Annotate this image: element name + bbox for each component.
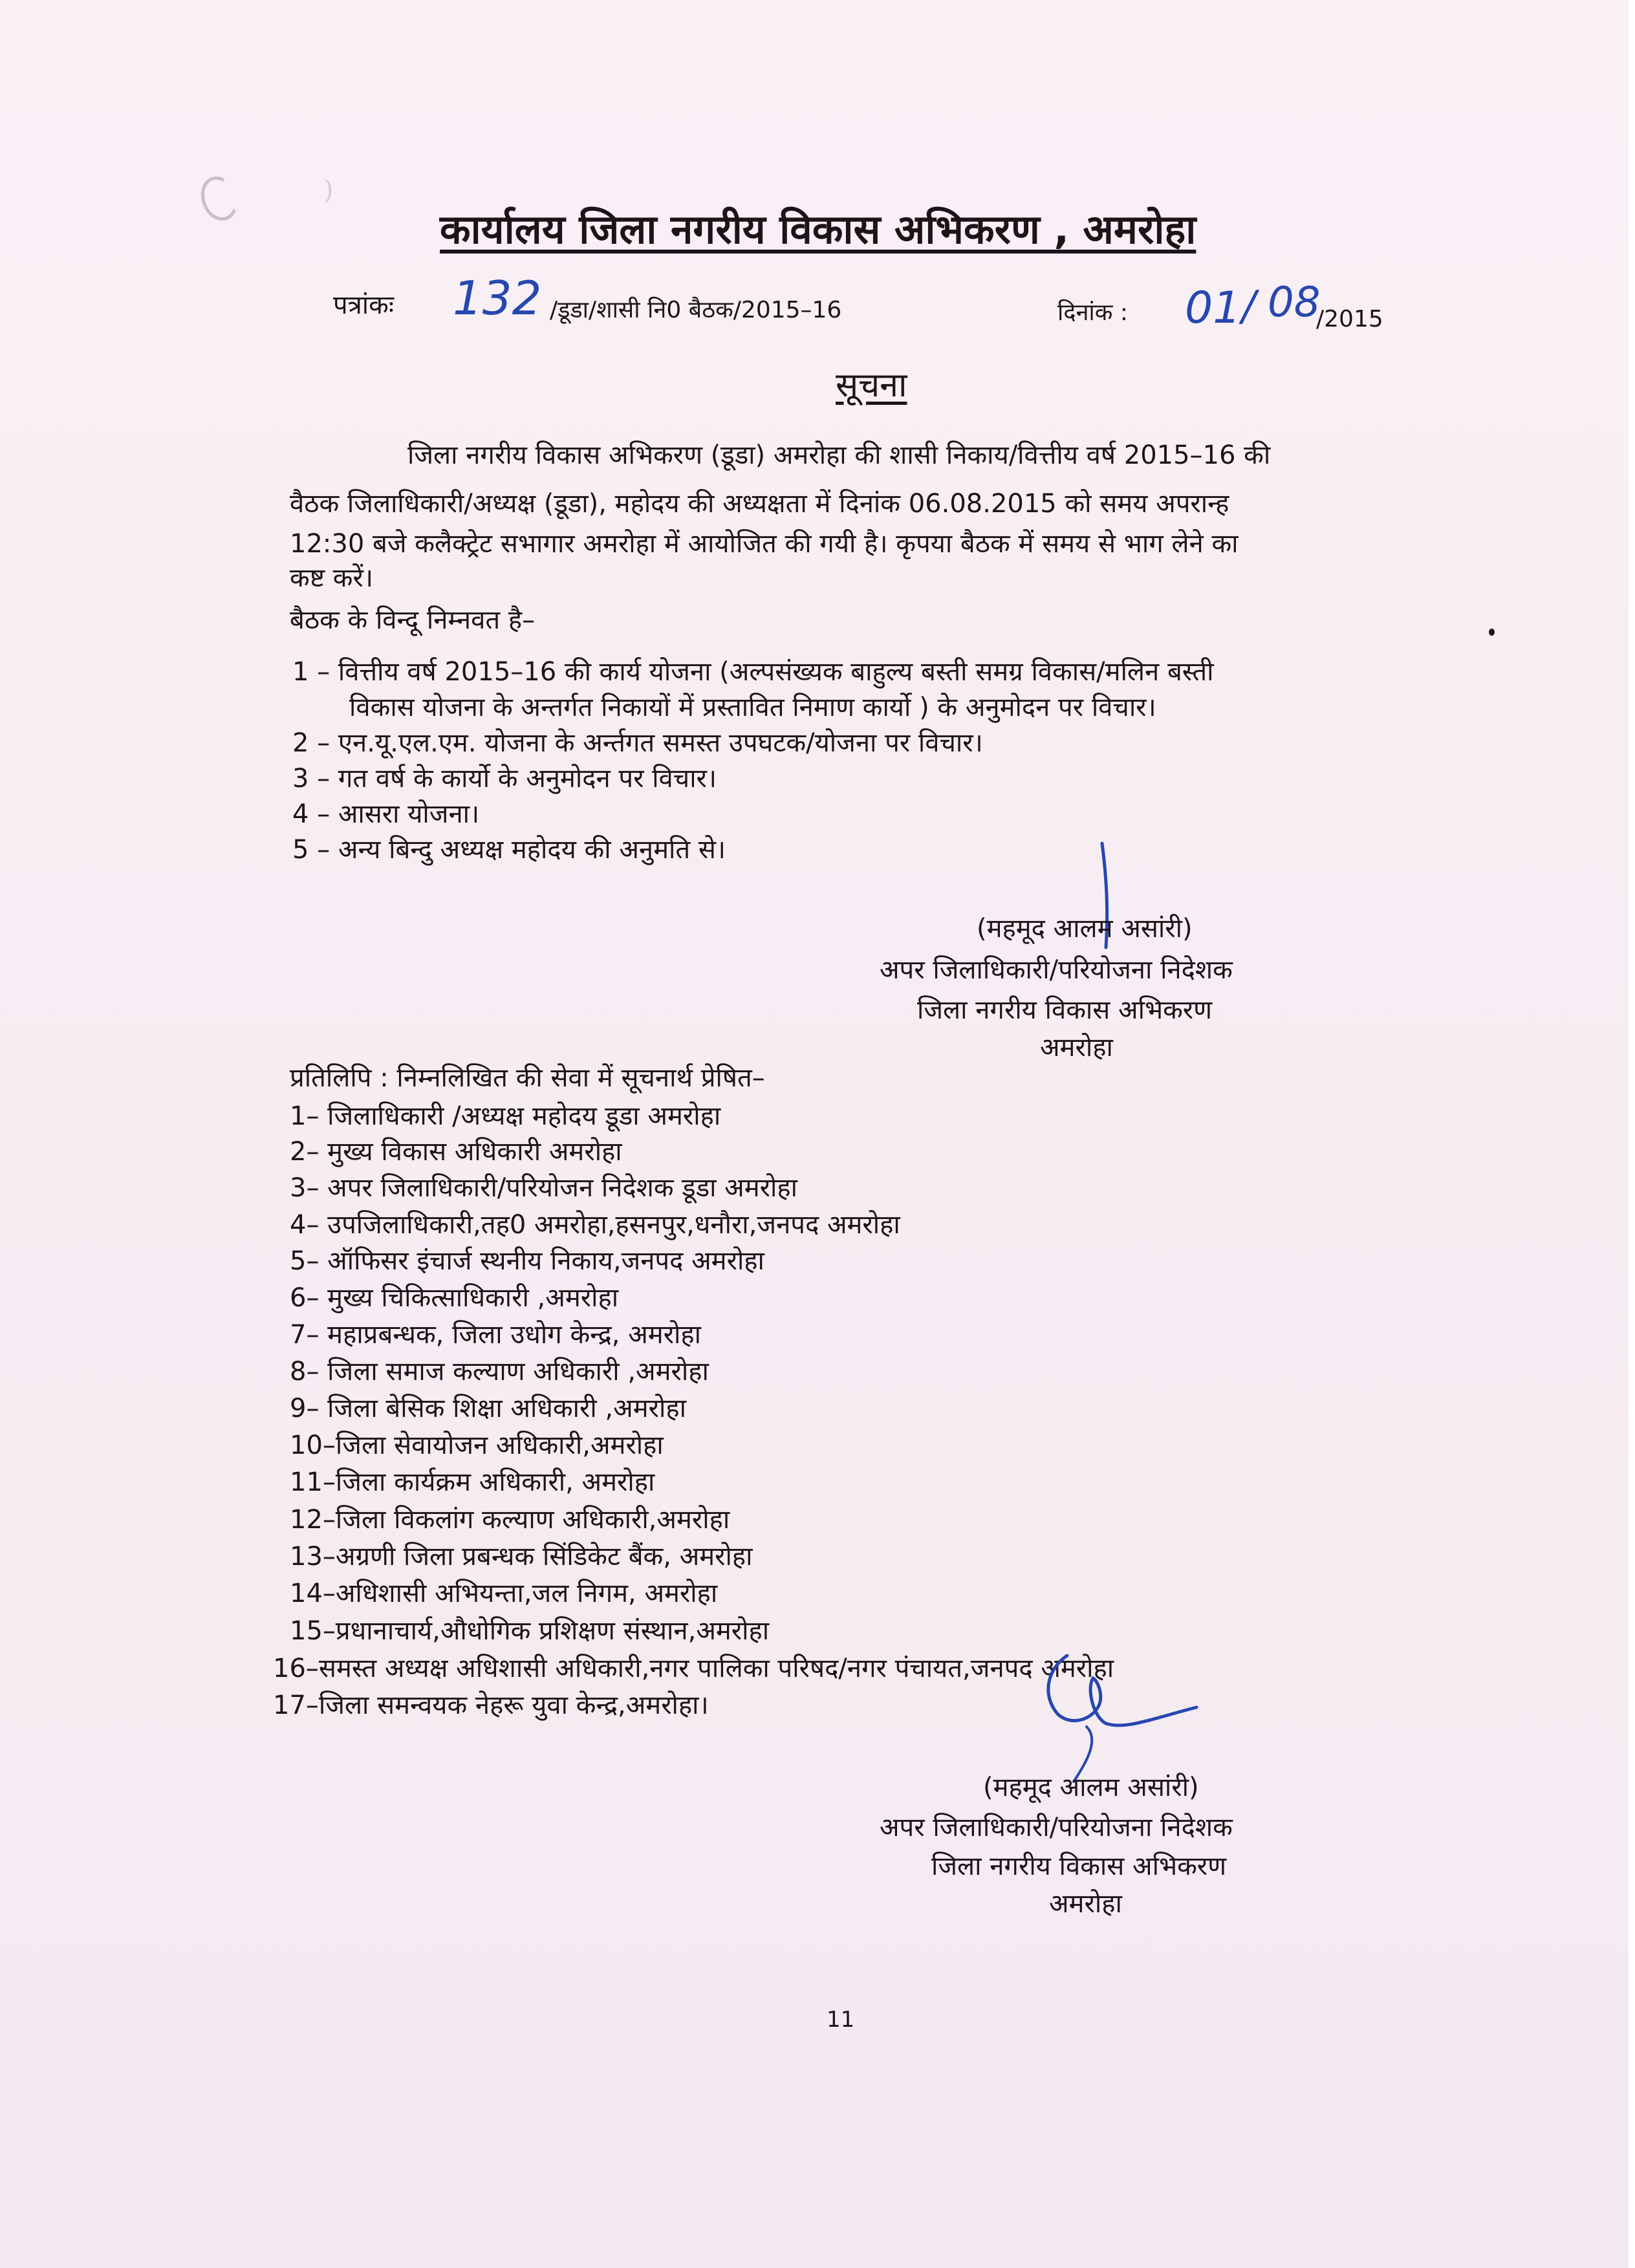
copy-item: 13–अग्रणी जिला प्रबन्धक सिंडिकेट बैंक, अमरोहा (290, 1542, 753, 1571)
body-line: कष्ट करें। (290, 563, 374, 593)
page-number: 11 (827, 2007, 855, 2033)
copy-item: 7– महाप्रबन्धक, जिला उधोग केन्द्र, अमरोहा (290, 1320, 702, 1350)
copy-item: 6– मुख्य चिकित्साधिकारी ,अमरोहा (290, 1283, 619, 1313)
ref-number-handwritten: 132 (453, 271, 542, 325)
signatory-place: अमरोहा (1040, 1033, 1113, 1063)
copy-item: 4– उपजिलाधिकारी,तह0 अमरोहा,हसनपुर,धनौरा,जनपद अमरोहा (290, 1210, 900, 1240)
body-line: वैठक जिलाधिकारी/अध्यक्ष (डूडा), महोदय की अध्यक्षता में दिनांक 06.08.2015 को समय अपरान्ह (290, 489, 1229, 519)
date-year: /2015 (1316, 306, 1383, 332)
signatory-place: अमरोहा (1049, 1889, 1122, 1919)
copy-item: 14–अधिशासी अभियन्ता,जल निगम, अमरोहा (290, 1579, 718, 1608)
copy-item: 9– जिला बेसिक शिक्षा अधिकारी ,अमरोहा (290, 1394, 686, 1423)
body-line: 12:30 बजे कलैक्ट्रेट सभागार अमरोहा में आयोजित की गयी है। कृपया बैठक में समय से भाग लेने का (290, 529, 1239, 559)
date-label: दिनांक : (1057, 299, 1128, 326)
agenda-item: विकास योजना के अन्तर्गत निकायों में प्रस्तावित निमाण कार्यो ) के अनुमोदन पर विचार। (349, 693, 1156, 722)
ref-label: पत्रांकः (333, 290, 394, 320)
copy-item: 2– मुख्य विकास अधिकारी अमरोहा (290, 1137, 622, 1167)
agenda-item: 5 – अन्य बिन्दु अध्यक्ष महोदय की अनुमति से। (292, 835, 726, 865)
body-line: जिला नगरीय विकास अभिकरण (डूडा) अमरोहा की शासी निकाय/वित्तीय वर्ष 2015–16 की (407, 440, 1271, 470)
agenda-item: 1 – वित्तीय वर्ष 2015–16 की कार्य योजना (अल्पसंख्यक बाहुल्य बस्ती समग्र विकास/मलिन बस्ती (292, 657, 1214, 687)
copy-item: 8– जिला समाज कल्याण अधिकारी ,अमरोहा (290, 1357, 709, 1387)
ink-speck (1489, 629, 1495, 636)
handwritten-signature (1022, 1643, 1216, 1785)
signatory-name: (महमूद आलम असांरी) (983, 1773, 1199, 1802)
signatory-office: जिला नगरीय विकास अभिकरण (917, 995, 1213, 1025)
copy-item: 11–जिला कार्यक्रम अधिकारी, अमरोहा (290, 1467, 655, 1497)
copy-item: 12–जिला विकलांग कल्याण अधिकारी,अमरोहा (290, 1505, 730, 1535)
signatory-designation: अपर जिलाधिकारी/परियोजना निदेशक (880, 1813, 1233, 1842)
copy-item: 1– जिलाधिकारी /अध्यक्ष महोदय डूडा अमरोहा (290, 1101, 721, 1131)
copy-item: 15–प्रधानाचार्य,औधोगिक प्रशिक्षण संस्थान,अमरोहा (290, 1616, 770, 1646)
copy-item: 16–समस्त अध्यक्ष अधिशासी अधिकारी,नगर पालिका परिषद/नगर पंचायत,जनपद अमरोहा (273, 1654, 1114, 1683)
agenda-item: 3 – गत वर्ष के कार्यो के अनुमोदन पर विचार। (292, 764, 717, 794)
signatory-designation: अपर जिलाधिकारी/परियोजना निदेशक (880, 955, 1233, 985)
copy-intro: प्रतिलिपि : निम्नलिखित की सेवा में सूचनार्थ प्रेषित– (290, 1063, 765, 1093)
copy-item: 17–जिला समन्वयक नेहरू युवा केन्द्र,अमरोहा। (273, 1690, 709, 1720)
copy-item: 3– अपर जिलाधिकारी/परियोजन निदेशक डूडा अमरोहा (290, 1173, 797, 1203)
subject-heading: सूचना (836, 366, 907, 405)
date-separator: / (1242, 283, 1256, 330)
scan-edge (1629, 0, 1635, 2268)
agenda-item: 2 – एन.यू.एल.एम. योजना के अर्न्तगत समस्त उपघटक/योजना पर विचार। (292, 728, 983, 758)
office-title: कार्यालय जिला नगरीय विकास अभिकरण , अमरोहा (440, 206, 1196, 253)
date-day-handwritten: 01 (1185, 283, 1241, 334)
faint-stamp-mark: ) (323, 175, 334, 205)
copy-item: 10–जिला सेवायोजन अधिकारी,अमरोहा (290, 1431, 664, 1460)
signatory-office: जिला नगरीय विकास अभिकरण (931, 1852, 1227, 1881)
agenda-intro: बैठक के विन्दू निम्नवत है– (290, 605, 536, 635)
copy-item: 5– ऑफिसर इंचार्ज स्थनीय निकाय,जनपद अमरोहा (290, 1246, 764, 1276)
ref-suffix: /डूडा/शासी नि0 बैठक/2015–16 (550, 297, 842, 323)
signatory-name: (महमूद आलम असांरी) (977, 914, 1193, 944)
agenda-item: 4 – आसरा योजना। (292, 799, 480, 829)
date-month-handwritten: 08 (1268, 279, 1321, 327)
